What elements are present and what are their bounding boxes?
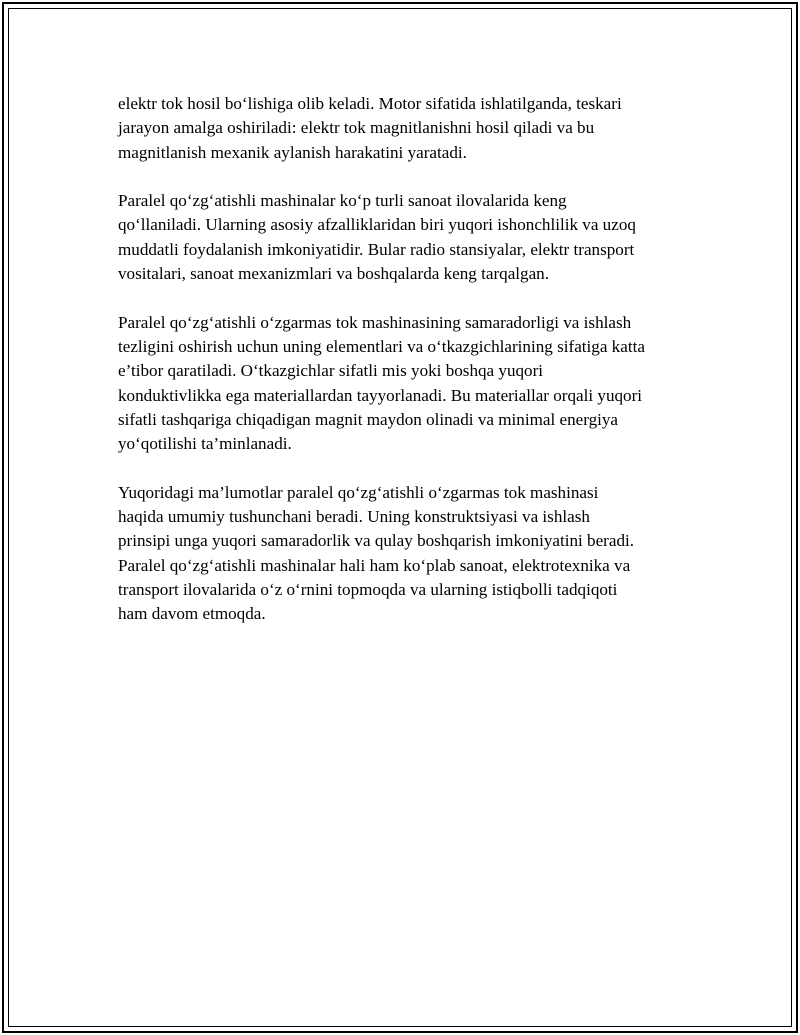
text-line: tezligini oshirish uchun uning elementlari va o‘tkazgichlarining sifatiga katta xyxy=(118,336,645,356)
text-line: Paralel qo‘zg‘atishli mashinalar ko‘p turli sanoat ilovalarida keng xyxy=(118,191,567,211)
text-line: magnitlanish mexanik aylanish harakatini yaratadi. xyxy=(118,142,467,162)
paragraph-2 xyxy=(118,189,708,286)
text-line: Yuqoridagi ma’lumotlar paralel qo‘zg‘atishli o‘zgarmas tok mashinasi xyxy=(118,482,599,502)
text-line: prinsipi unga yuqori samaradorlik va qulay boshqarish imkoniyatini beradi. xyxy=(118,531,635,551)
text-line: sifatli tashqariga chiqadigan magnit maydon olinadi va minimal energiya xyxy=(118,409,619,429)
paragraph-3 xyxy=(118,311,708,457)
text-line: jarayon amalga oshiriladi: elektr tok magnitlanishni hosil qiladi va bu xyxy=(118,118,595,138)
text-line: muddatli foydalanish imkoniyatidir. Bular radio stansiyalar, elektr transport xyxy=(118,239,635,259)
text-line: elektr tok hosil bo‘lishiga olib keladi. Motor sifatida ishlatilganda, teskari xyxy=(118,94,622,113)
text-line: Paralel qo‘zg‘atishli mashinalar hali ham ko‘plab sanoat, elektrotexnika va xyxy=(118,555,631,575)
text-line: konduktivlikka ega materiallardan tayyorlanadi. Bu materiallar orqali yuqori xyxy=(118,385,643,405)
text-line: vositalari, sanoat mexanizmlari va boshqalarda keng tarqalgan. xyxy=(118,264,549,284)
text-line: qo‘llaniladi. Ularning asosiy afzalliklaridan biri yuqori ishonchlilik va uzoq xyxy=(118,215,636,235)
text-line: Paralel qo‘zg‘atishli o‘zgarmas tok mashinasining samaradorligi va ishlash xyxy=(118,312,632,332)
text-line: ham davom etmoqda. xyxy=(118,604,266,624)
paragraph-4 xyxy=(118,481,708,627)
document-body xyxy=(118,92,708,651)
text-line: haqida umumiy tushunchani beradi. Uning konstruktsiyasi va ishlash xyxy=(118,507,590,527)
text-line: yo‘qotilishi ta’minlanadi. xyxy=(118,434,292,454)
text-line: e’tibor qaratiladi. O‘tkazgichlar sifatli mis yoki boshqa yuqori xyxy=(118,361,544,381)
paragraph-1 xyxy=(118,92,708,165)
text-line: transport ilovalarida o‘z o‘rnini topmoqda va ularning istiqbolli tadqiqoti xyxy=(118,579,618,599)
